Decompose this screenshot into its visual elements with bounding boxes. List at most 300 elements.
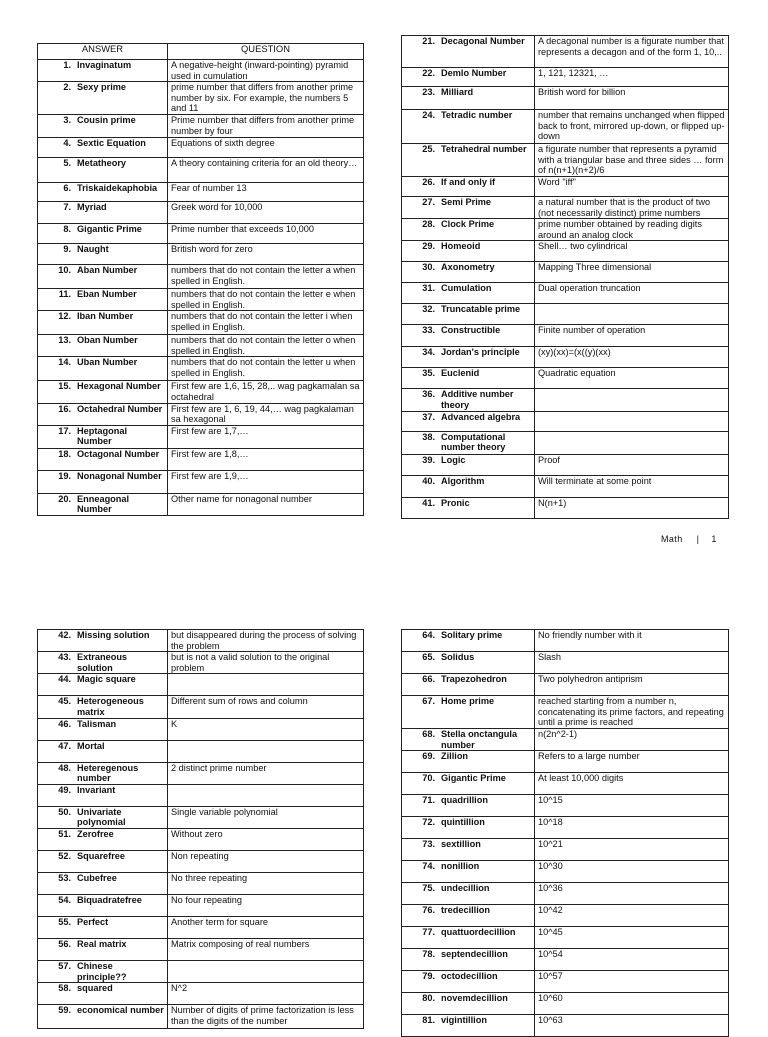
answer-text: vigintillion xyxy=(441,1015,487,1026)
answer-question-table-3 xyxy=(37,629,364,1029)
answer-text: Constructible xyxy=(441,325,501,336)
table-row xyxy=(402,347,729,368)
table-row xyxy=(38,157,364,182)
item-number: 80. xyxy=(422,993,435,1004)
answer-cell xyxy=(38,630,168,652)
question-cell: numbers that do not contain the letter o when spelled in English. xyxy=(168,335,364,357)
item-number: 44. xyxy=(58,674,71,685)
table-row xyxy=(402,773,729,795)
answer-cell xyxy=(38,806,168,828)
answer-cell xyxy=(38,762,168,784)
answer-cell xyxy=(402,110,535,144)
item-number: 77. xyxy=(422,927,435,938)
table-row xyxy=(38,762,364,784)
answer-text: If and only if xyxy=(441,177,496,187)
answer-cell xyxy=(38,223,168,243)
answer-cell xyxy=(402,861,535,883)
item-number: 48. xyxy=(58,762,71,773)
table-row xyxy=(38,82,364,115)
answer-question-table-1 xyxy=(37,43,364,516)
question-cell: British word for billion xyxy=(535,87,729,110)
answer-text: Chinese principle?? xyxy=(77,960,127,982)
answer-cell xyxy=(402,411,535,431)
table-row xyxy=(402,431,729,454)
answer-text: Cubefree xyxy=(77,872,117,883)
answer-text: Solitary prime xyxy=(441,630,503,640)
answer-text: Euclenid xyxy=(441,368,480,379)
question-cell xyxy=(535,411,729,431)
table-row xyxy=(38,335,364,357)
answer-text: Pronic xyxy=(441,497,470,508)
question-cell: Prime number that differs from another prime number by four xyxy=(168,114,364,137)
item-number: 79. xyxy=(422,971,435,982)
question-cell: Greek word for 10,000 xyxy=(168,201,364,223)
question-cell: 10^60 xyxy=(535,993,729,1015)
item-number: 20. xyxy=(58,493,71,504)
answer-text: Metatheory xyxy=(77,157,127,168)
answer-cell xyxy=(38,311,168,335)
item-number: 1. xyxy=(63,60,71,70)
answer-text: Demlo Number xyxy=(441,68,507,78)
question-cell: prime number obtained by reading digits around an analog clock xyxy=(535,219,729,241)
answer-text: quintillion xyxy=(441,817,485,828)
table-row xyxy=(38,403,364,425)
question-header: QUESTION xyxy=(168,44,364,60)
answer-cell xyxy=(38,403,168,425)
answer-cell xyxy=(402,993,535,1015)
answer-text: Truncatable prime xyxy=(441,304,521,315)
question-cell: numbers that do not contain the letter a when spelled in English. xyxy=(168,264,364,288)
answer-cell xyxy=(402,68,535,87)
table-row xyxy=(38,114,364,137)
item-number: 24. xyxy=(422,110,435,120)
answer-text: sextillion xyxy=(441,839,481,850)
answer-cell xyxy=(38,243,168,264)
item-number: 67. xyxy=(422,696,435,706)
page-number: 1 xyxy=(711,534,717,544)
footer-separator: | xyxy=(696,534,700,544)
answer-cell xyxy=(38,493,168,515)
answer-cell xyxy=(402,347,535,368)
answer-text: Extraneous solution xyxy=(77,652,128,673)
answer-text: quadrillion xyxy=(441,795,488,806)
table-row xyxy=(402,368,729,389)
item-number: 2. xyxy=(63,82,71,93)
table-row xyxy=(402,751,729,773)
item-number: 39. xyxy=(422,454,435,465)
question-cell: First few are 1,7,… xyxy=(168,425,364,448)
question-cell: Shell… two cylindrical xyxy=(535,241,729,262)
answer-cell xyxy=(402,949,535,971)
answer-text: quattuordecillion xyxy=(441,927,516,938)
item-number: 22. xyxy=(422,68,435,78)
table-row xyxy=(402,68,729,87)
item-number: 35. xyxy=(422,368,435,379)
answer-text: Perfect xyxy=(77,916,109,927)
item-number: 56. xyxy=(58,938,71,949)
answer-cell xyxy=(38,60,168,82)
answer-cell xyxy=(38,652,168,674)
item-number: 34. xyxy=(422,347,435,358)
table-row xyxy=(38,357,364,381)
table-row xyxy=(402,389,729,411)
table-row xyxy=(402,993,729,1015)
table-row xyxy=(38,784,364,806)
question-cell: Two polyhedron antiprism xyxy=(535,674,729,696)
table-row xyxy=(38,381,364,403)
answer-text: Computational number theory xyxy=(441,431,506,453)
answer-text: Nonagonal Number xyxy=(77,470,162,481)
table-row xyxy=(402,87,729,110)
footer-label: Math xyxy=(661,534,683,544)
answer-cell xyxy=(402,817,535,839)
question-cell: Slash xyxy=(535,652,729,674)
answer-cell xyxy=(402,1015,535,1037)
item-number: 5. xyxy=(63,157,71,168)
question-cell: First few are 1,8,… xyxy=(168,448,364,470)
answer-text: Squarefree xyxy=(77,850,126,861)
table-row xyxy=(38,223,364,243)
answer-question-table-2 xyxy=(401,35,729,519)
table-row xyxy=(38,264,364,288)
item-number: 37. xyxy=(422,411,435,422)
question-cell xyxy=(535,431,729,454)
answer-text: Decagonal Number xyxy=(441,36,525,46)
item-number: 25. xyxy=(422,144,435,154)
table-row xyxy=(402,1015,729,1037)
question-cell: A decagonal number is a figurate number that represents a decagon and of the form 1, 10,.. xyxy=(535,36,729,68)
table-row xyxy=(38,311,364,335)
answer-text: Stella onctangula number xyxy=(441,729,518,750)
answer-cell xyxy=(402,241,535,262)
table-row xyxy=(402,971,729,993)
answer-text: Algorithm xyxy=(441,475,485,486)
question-cell: Without zero xyxy=(168,828,364,850)
item-number: 23. xyxy=(422,87,435,97)
table-row xyxy=(38,425,364,448)
item-number: 55. xyxy=(58,916,71,927)
table-row xyxy=(38,850,364,872)
table-row xyxy=(402,927,729,949)
answer-cell xyxy=(38,357,168,381)
item-number: 51. xyxy=(58,828,71,839)
item-number: 58. xyxy=(58,983,71,994)
table-row xyxy=(38,630,364,652)
table-row xyxy=(38,201,364,223)
answer-cell xyxy=(402,927,535,949)
item-number: 33. xyxy=(422,325,435,336)
answer-cell xyxy=(38,470,168,493)
question-cell: 10^63 xyxy=(535,1015,729,1037)
answer-cell xyxy=(38,960,168,982)
table-row xyxy=(402,241,729,262)
answer-text: squared xyxy=(77,983,113,994)
answer-text: Naught xyxy=(77,243,109,254)
answer-cell xyxy=(402,219,535,241)
question-cell: but is not a valid solution to the original problem xyxy=(168,652,364,674)
answer-cell xyxy=(38,381,168,403)
answer-text: Octahedral Number xyxy=(77,403,163,414)
table-row xyxy=(38,448,364,470)
question-cell: Non repeating xyxy=(168,850,364,872)
answer-text: Homeoid xyxy=(441,241,481,252)
question-cell: First few are 1,6, 15, 28,.. wag pagkamalan sa octahedral xyxy=(168,381,364,403)
answer-cell xyxy=(402,751,535,773)
item-number: 17. xyxy=(58,425,71,436)
question-cell: Another term for square xyxy=(168,916,364,938)
question-cell xyxy=(168,960,364,982)
table-row xyxy=(38,916,364,938)
item-number: 13. xyxy=(58,335,71,346)
question-cell: Single variable polynomial xyxy=(168,806,364,828)
table-row xyxy=(402,949,729,971)
answer-cell xyxy=(38,82,168,115)
answer-cell xyxy=(38,828,168,850)
table-row xyxy=(38,137,364,157)
item-number: 8. xyxy=(63,223,71,234)
answer-text: Zillion xyxy=(441,751,469,762)
question-cell: a natural number that is the product of two (not necessarily distinct) prime numbers xyxy=(535,197,729,219)
answer-text: Zerofree xyxy=(77,828,114,839)
item-number: 38. xyxy=(422,431,435,442)
item-number: 46. xyxy=(58,718,71,729)
table-row xyxy=(38,470,364,493)
table-row xyxy=(402,497,729,518)
answer-cell xyxy=(38,335,168,357)
answer-cell xyxy=(402,87,535,110)
answer-text: Eban Number xyxy=(77,288,137,299)
question-cell xyxy=(168,740,364,762)
question-cell: but disappeared during the process of solving the problem xyxy=(168,630,364,652)
item-number: 11. xyxy=(58,288,71,299)
answer-cell xyxy=(38,850,168,872)
item-number: 43. xyxy=(58,652,71,663)
item-number: 52. xyxy=(58,850,71,861)
item-number: 3. xyxy=(63,114,71,125)
table-row xyxy=(402,177,729,197)
question-cell: N^2 xyxy=(168,983,364,1005)
answer-cell xyxy=(402,389,535,411)
question-cell: 10^36 xyxy=(535,883,729,905)
table-row xyxy=(402,795,729,817)
answer-cell xyxy=(402,652,535,674)
question-cell: 10^21 xyxy=(535,839,729,861)
answer-text: Logic xyxy=(441,454,466,465)
item-number: 47. xyxy=(58,740,71,751)
question-cell: numbers that do not contain the letter i when spelled in English. xyxy=(168,311,364,335)
question-cell: British word for zero xyxy=(168,243,364,264)
question-cell: 10^54 xyxy=(535,949,729,971)
table-row xyxy=(402,817,729,839)
question-cell: 1, 121, 12321, … xyxy=(535,68,729,87)
question-cell: prime number that differs from another prime number by six. For example, the numbers 5 and 11 xyxy=(168,82,364,115)
question-cell: Dual operation truncation xyxy=(535,283,729,304)
answer-text: Univariate polynomial xyxy=(77,806,126,828)
answer-text: Hexagonal Number xyxy=(77,381,161,392)
answer-cell xyxy=(402,368,535,389)
item-number: 7. xyxy=(63,201,71,212)
question-cell: Equations of sixth degree xyxy=(168,137,364,157)
answer-text: Tetradic number xyxy=(441,110,513,120)
answer-text: economical number xyxy=(77,1005,164,1016)
item-number: 64. xyxy=(422,630,435,640)
table-row xyxy=(38,652,364,674)
answer-cell xyxy=(402,325,535,347)
item-number: 69. xyxy=(422,751,435,762)
table-row xyxy=(38,288,364,310)
table-row xyxy=(38,718,364,740)
table-row xyxy=(38,894,364,916)
item-number: 59. xyxy=(58,1005,71,1016)
answer-text: Octagonal Number xyxy=(77,448,160,459)
question-cell: Proof xyxy=(535,454,729,475)
answer-text: Mortal xyxy=(77,740,105,751)
answer-cell xyxy=(38,137,168,157)
answer-cell xyxy=(402,304,535,325)
answer-cell xyxy=(402,497,535,518)
question-cell: 10^45 xyxy=(535,927,729,949)
answer-text: Cousin prime xyxy=(77,114,136,125)
answer-text: Invariant xyxy=(77,784,116,795)
answer-cell xyxy=(402,630,535,652)
answer-text: Additive number theory xyxy=(441,389,514,410)
answer-text: Heterogeneous matrix xyxy=(77,696,144,717)
question-cell xyxy=(168,674,364,696)
answer-cell xyxy=(402,883,535,905)
answer-text: Uban Number xyxy=(77,357,138,368)
item-number: 41. xyxy=(422,497,435,508)
answer-text: Tetrahedral number xyxy=(441,144,527,154)
item-number: 10. xyxy=(58,264,71,275)
item-number: 76. xyxy=(422,905,435,916)
table-row xyxy=(402,325,729,347)
question-cell: (xy)(xx)=(x((y)(xx) xyxy=(535,347,729,368)
answer-text: Sexy prime xyxy=(77,82,127,93)
answer-text: Missing solution xyxy=(77,630,150,640)
answer-text: Biquadratefree xyxy=(77,894,142,905)
table-row xyxy=(38,828,364,850)
table-row xyxy=(402,144,729,177)
question-cell: Prime number that exceeds 10,000 xyxy=(168,223,364,243)
answer-cell xyxy=(402,283,535,304)
question-cell: numbers that do not contain the letter e when spelled in English. xyxy=(168,288,364,310)
answer-cell xyxy=(38,916,168,938)
table-row xyxy=(402,729,729,751)
answer-header: ANSWER xyxy=(38,44,168,60)
item-number: 50. xyxy=(58,806,71,817)
answer-cell xyxy=(38,182,168,201)
table-row xyxy=(38,806,364,828)
item-number: 68. xyxy=(422,729,435,739)
item-number: 30. xyxy=(422,262,435,273)
item-number: 16. xyxy=(58,403,71,414)
answer-cell xyxy=(402,454,535,475)
item-number: 42. xyxy=(58,630,71,640)
table-row xyxy=(402,219,729,241)
question-cell: N(n+1) xyxy=(535,497,729,518)
answer-cell xyxy=(38,448,168,470)
question-cell xyxy=(535,389,729,411)
answer-cell xyxy=(38,674,168,696)
table-row xyxy=(38,872,364,894)
item-number: 45. xyxy=(58,696,71,707)
answer-cell xyxy=(402,839,535,861)
item-number: 78. xyxy=(422,949,435,960)
question-cell: Word "iff" xyxy=(535,177,729,197)
question-cell: A theory containing criteria for an old theory… xyxy=(168,157,364,182)
table-row xyxy=(402,304,729,325)
answer-cell xyxy=(402,795,535,817)
question-cell: No three repeating xyxy=(168,872,364,894)
answer-cell xyxy=(402,431,535,454)
answer-cell xyxy=(38,157,168,182)
answer-text: Oban Number xyxy=(77,335,138,346)
question-cell xyxy=(535,304,729,325)
answer-question-table-4 xyxy=(401,629,729,1037)
question-cell: 10^18 xyxy=(535,817,729,839)
question-cell: Number of digits of prime factorization is less than the digits of the number xyxy=(168,1005,364,1029)
table-row xyxy=(402,652,729,674)
question-cell: Quadratic equation xyxy=(535,368,729,389)
item-number: 32. xyxy=(422,304,435,315)
item-number: 4. xyxy=(63,137,71,148)
item-number: 29. xyxy=(422,241,435,252)
table-row xyxy=(38,243,364,264)
table-row xyxy=(402,861,729,883)
answer-cell xyxy=(402,696,535,729)
question-cell: Different sum of rows and column xyxy=(168,696,364,718)
answer-text: Sextic Equation xyxy=(77,137,146,148)
answer-text: Enneagonal Number xyxy=(77,493,130,515)
answer-cell xyxy=(402,144,535,177)
answer-cell xyxy=(402,262,535,283)
question-cell: Will terminate at some point xyxy=(535,475,729,497)
answer-text: Heteregenous number xyxy=(77,762,139,784)
item-number: 14. xyxy=(58,357,71,368)
answer-cell xyxy=(38,983,168,1005)
answer-text: Heptagonal Number xyxy=(77,425,128,447)
item-number: 31. xyxy=(422,283,435,294)
question-cell: Matrix composing of real numbers xyxy=(168,938,364,960)
item-number: 6. xyxy=(63,182,71,193)
question-cell: K xyxy=(168,718,364,740)
item-number: 54. xyxy=(58,894,71,905)
table-row xyxy=(402,630,729,652)
answer-cell xyxy=(38,114,168,137)
question-cell: 10^15 xyxy=(535,795,729,817)
answer-text: Clock Prime xyxy=(441,219,495,230)
answer-text: Talisman xyxy=(77,718,117,729)
question-cell: Mapping Three dimensional xyxy=(535,262,729,283)
table-row xyxy=(38,1005,364,1029)
answer-cell xyxy=(402,197,535,219)
question-cell xyxy=(168,784,364,806)
answer-text: Milliard xyxy=(441,87,474,97)
answer-text: Solidus xyxy=(441,652,475,662)
question-cell: First few are 1, 6, 19, 44,… wag pagkalaman sa hexagonal xyxy=(168,403,364,425)
answer-cell xyxy=(38,718,168,740)
question-cell: No friendly number with it xyxy=(535,630,729,652)
answer-cell xyxy=(38,201,168,223)
item-number: 18. xyxy=(58,448,71,459)
answer-text: Semi Prime xyxy=(441,197,492,207)
answer-text: septendecillion xyxy=(441,949,508,960)
item-number: 81. xyxy=(422,1015,435,1026)
answer-cell xyxy=(402,971,535,993)
table-row xyxy=(402,411,729,431)
table-row xyxy=(38,960,364,982)
question-cell: Finite number of operation xyxy=(535,325,729,347)
